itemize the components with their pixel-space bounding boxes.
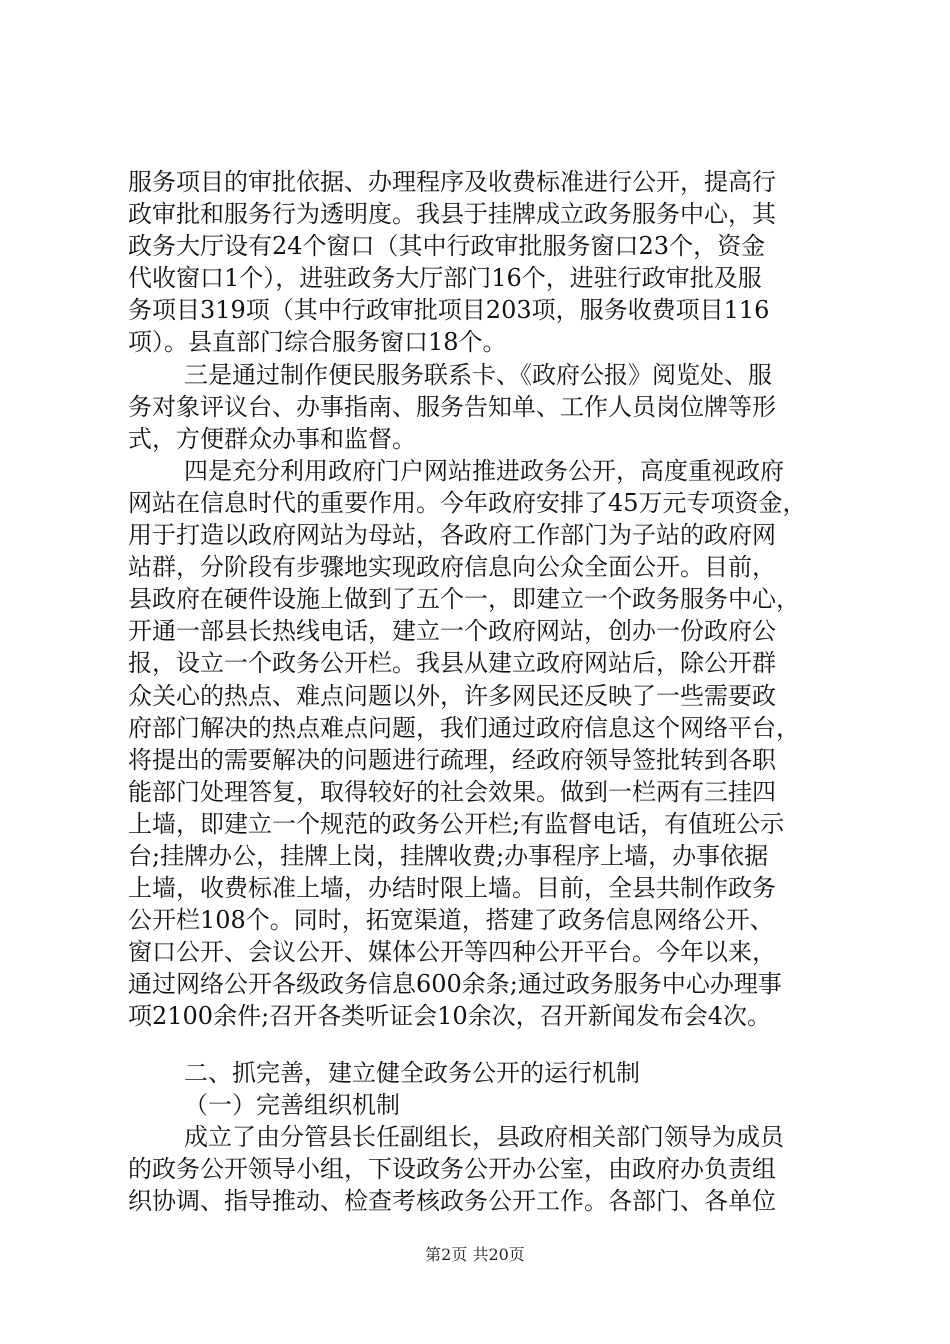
text-line: 网站在信息时代的重要作用。今年政府安排了45万元专项资金， (128, 488, 807, 517)
text-line: 上墙，收费标准上墙，办结时限上墙。目前，全县共制作政务 (128, 874, 776, 903)
text-line: 上墙，即建立一个规范的政务公开栏;有监督电话，有值班公示 (128, 809, 785, 838)
text-line: 能部门处理答复，取得较好的社会效果。做到一栏两有三挂四 (128, 777, 776, 806)
text-line: 项）。县直部门综合服务窗口18个。 (128, 328, 507, 357)
text-line: 站群，分阶段有步骤地实现政府信息向公众全面公开。目前， (128, 553, 776, 582)
text-line: 报，设立一个政务公开栏。我县从建立政府网站后，除公开群 (128, 649, 776, 678)
text-line: 众关心的热点、难点问题以外，许多网民还反映了一些需要政 (128, 681, 776, 710)
paragraph-start-line: 四是充分利用政府门户网站推进政务公开，高度重视政府 (184, 456, 784, 485)
text-line: 务项目319项（其中行政审批项目203项，服务收费项目116 (128, 296, 770, 325)
text-line: 用于打造以政府网站为母站，各政府工作部门为子站的政府网 (128, 521, 776, 550)
text-line: 通过网络公开各级政务信息600余条;通过政务服务中心办理事 (128, 970, 782, 999)
text-line: 公开栏108个。同时，拓宽渠道，搭建了政务信息网络公开、 (128, 906, 774, 935)
text-line: 台;挂牌办公，挂牌上岗，挂牌收费;办事程序上墙，办事依据 (128, 841, 769, 870)
text-line: 政审批和服务行为透明度。我县于挂牌成立政务服务中心，其 (128, 200, 776, 229)
text-line: 县政府在硬件设施上做到了五个一，即建立一个政务服务中心， (128, 585, 800, 614)
page-number-label: 第2页 共20页 (425, 1245, 525, 1264)
text-line: 窗口公开、会议公开、媒体公开等四种公开平台。今年以来， (128, 938, 776, 967)
text-line: 务对象评议台、办事指南、服务告知单、工作人员岗位牌等形 (128, 392, 776, 421)
section-heading: 二、抓完善，建立健全政务公开的运行机制 (184, 1058, 640, 1087)
text-line: 府部门解决的热点难点问题，我们通过政府信息这个网络平台， (128, 713, 800, 742)
text-line: 的政务公开领导小组，下设政务公开办公室，由政府办负责组 (128, 1154, 776, 1183)
body-text (128, 166, 840, 1217)
text-line: 织协调、指导推动、检查考核政务公开工作。各部门、各单位 (128, 1186, 776, 1215)
paragraph-start-line: 成立了由分管县长任副组长，县政府相关部门领导为成员 (184, 1122, 784, 1151)
text-line: 代收窗口1个），进驻政务大厅部门16个，进驻行政审批及服 (128, 264, 762, 293)
text-line: 式，方便群众办事和监督。 (128, 424, 416, 453)
text-line: 将提出的需要解决的问题进行疏理，经政府领导签批转到各职 (128, 745, 776, 774)
section-gap (128, 1033, 840, 1057)
text-line: 服务项目的审批依据、办理程序及收费标准进行公开，提高行 (128, 168, 776, 196)
paragraph-start-line: 三是通过制作便民服务联系卡、《政府公报》阅览处、服 (184, 360, 772, 389)
text-line: 开通一部县长热线电话，建立一个政府网站，创办一份政府公 (128, 617, 776, 646)
page-footer (0, 1242, 950, 1265)
text-line: 项2100余件;召开各类听证会10余次，召开新闻发布会4次。 (128, 1002, 771, 1031)
subsection-heading: （一）完善组织机制 (184, 1090, 400, 1119)
text-line: 政务大厅设有24个窗口（其中行政审批服务窗口23个，资金 (128, 232, 766, 261)
